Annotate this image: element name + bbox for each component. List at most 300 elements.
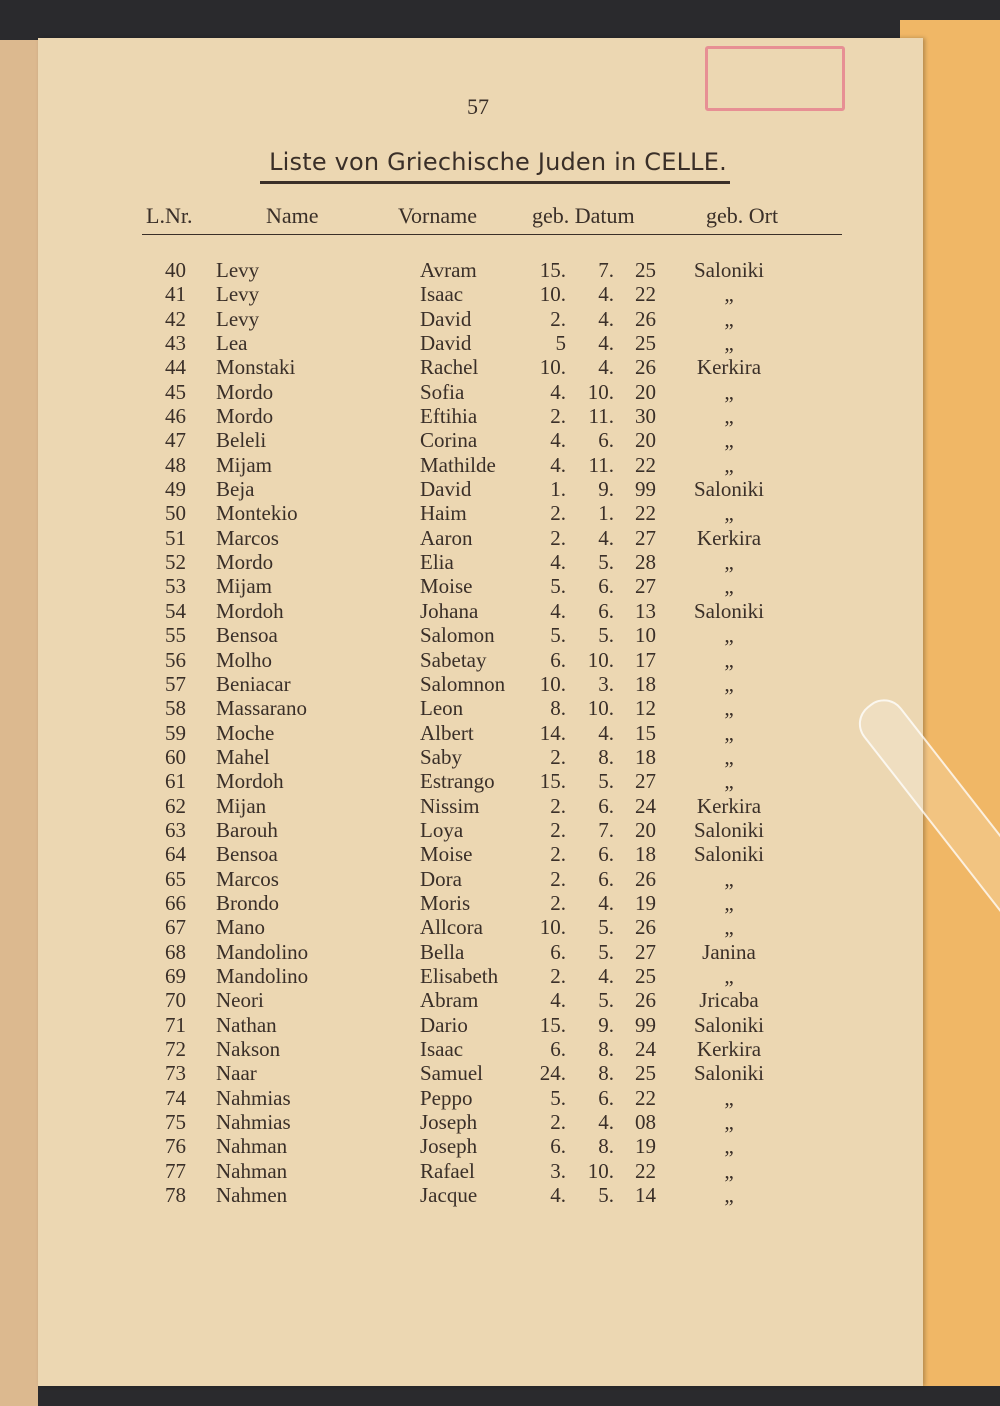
row-name: Brondo (216, 890, 279, 915)
row-name: Nahmias (216, 1110, 291, 1135)
table-row (38, 1134, 923, 1158)
row-birth-month: 4. (598, 720, 614, 745)
row-birth-year: 12 (635, 696, 656, 721)
row-birth-place: „ (724, 744, 734, 769)
row-number: 56 (165, 647, 186, 672)
table-row (38, 818, 923, 842)
row-name: Neori (216, 988, 264, 1013)
row-birth-month: 5. (598, 1183, 614, 1208)
table-row (38, 526, 923, 550)
row-birth-day: 4. (550, 550, 566, 575)
row-birth-day: 2. (550, 866, 566, 891)
row-name: Nahman (216, 1158, 288, 1183)
row-vorname: Loya (420, 817, 464, 842)
row-birth-month: 6. (598, 793, 614, 818)
row-birth-day: 3. (550, 1158, 566, 1183)
table-row (38, 331, 923, 355)
row-vorname: Dario (420, 1012, 468, 1037)
row-birth-place: „ (724, 574, 734, 599)
table-row (38, 477, 923, 501)
header-divider (142, 234, 842, 235)
table-row (38, 1086, 923, 1110)
row-birth-year: 22 (635, 452, 656, 477)
table-row (38, 964, 923, 988)
row-name: Massarano (216, 696, 307, 721)
row-birth-day: 4. (550, 379, 566, 404)
row-name: Mordo (216, 404, 274, 429)
row-birth-day: 2. (550, 306, 566, 331)
row-birth-year: 18 (635, 671, 656, 696)
row-name: Moche (216, 720, 275, 745)
row-birth-place: Kerkira (696, 1037, 762, 1061)
row-vorname: Rafael (420, 1158, 475, 1183)
row-birth-month: 3. (598, 671, 614, 696)
table-row (38, 599, 923, 623)
row-number: 50 (165, 501, 186, 526)
row-number: 60 (165, 744, 186, 769)
row-birth-month: 6. (598, 842, 614, 867)
table-row (38, 745, 923, 769)
row-number: 55 (165, 623, 186, 648)
row-birth-day: 5. (550, 574, 566, 599)
row-birth-month: 6. (598, 428, 614, 453)
row-number: 63 (165, 817, 186, 842)
row-birth-day: 4. (550, 598, 566, 623)
row-name: Marcos (216, 866, 279, 891)
row-name: Mijan (216, 793, 267, 818)
row-birth-month: 8. (598, 1037, 614, 1061)
row-vorname: Corina (420, 428, 478, 453)
archive-stamp-box (705, 46, 845, 111)
row-number: 54 (165, 598, 186, 623)
row-birth-place: „ (724, 306, 734, 331)
header-vorname: Vorname (398, 203, 478, 228)
table-row (38, 648, 923, 672)
row-birth-day: 2. (550, 842, 566, 867)
row-birth-day: 10. (539, 355, 566, 380)
row-vorname: Salomnon (420, 671, 506, 696)
row-birth-year: 27 (635, 939, 656, 964)
row-birth-year: 08 (635, 1110, 656, 1135)
row-name: Naar (216, 1061, 257, 1086)
table-row (38, 1183, 923, 1207)
row-birth-day: 8. (550, 696, 566, 721)
row-birth-place: „ (724, 769, 734, 794)
row-birth-year: 26 (635, 355, 656, 380)
row-vorname: Samuel (420, 1061, 483, 1086)
table-row (38, 550, 923, 574)
row-name: Barouh (216, 817, 278, 842)
row-number: 78 (165, 1183, 186, 1208)
row-vorname: Elisabeth (420, 963, 499, 988)
row-birth-place: „ (724, 1110, 734, 1135)
row-birth-day: 2. (550, 404, 566, 429)
row-birth-year: 25 (635, 258, 656, 282)
row-birth-place: „ (724, 379, 734, 404)
row-birth-year: 24 (635, 1037, 656, 1061)
row-birth-day: 10. (539, 282, 566, 307)
row-number: 49 (165, 477, 186, 502)
row-birth-place: Saloniki (693, 477, 764, 502)
row-birth-place: Kerkira (696, 355, 762, 380)
row-name: Beja (216, 477, 255, 502)
row-birth-year: 25 (635, 1061, 656, 1086)
row-birth-day: 10. (539, 671, 566, 696)
row-vorname: Eftihia (420, 404, 478, 429)
row-birth-day: 2. (550, 525, 566, 550)
row-birth-place: Janina (702, 939, 756, 964)
row-vorname: Allcora (420, 915, 483, 940)
row-birth-year: 17 (635, 647, 656, 672)
row-name: Nahmias (216, 1085, 291, 1110)
row-name: Mordo (216, 379, 274, 404)
row-number: 57 (165, 671, 186, 696)
table-row (38, 891, 923, 915)
row-birth-place: „ (724, 1134, 734, 1159)
row-name: Bensoa (216, 842, 278, 867)
row-birth-day: 2. (550, 501, 566, 526)
row-birth-place: Saloniki (693, 258, 764, 282)
row-vorname: Leon (420, 696, 464, 721)
table-row (38, 1037, 923, 1061)
row-number: 41 (165, 282, 186, 307)
row-birth-day: 2. (550, 890, 566, 915)
row-number: 61 (165, 769, 186, 794)
row-birth-day: 4. (550, 1183, 566, 1208)
row-name: Mijam (216, 574, 272, 599)
row-birth-place: „ (724, 866, 734, 891)
row-birth-day: 2. (550, 744, 566, 769)
table-row (38, 672, 923, 696)
row-vorname: Isaac (420, 1037, 464, 1061)
row-birth-day: 24. (539, 1061, 566, 1086)
person-table (38, 258, 923, 1207)
row-number: 69 (165, 963, 186, 988)
row-birth-year: 13 (635, 598, 656, 623)
row-birth-month: 10. (587, 696, 614, 721)
row-birth-day: 15. (539, 258, 566, 282)
row-birth-year: 19 (635, 890, 656, 915)
table-row (38, 404, 923, 428)
row-vorname: Bella (420, 939, 465, 964)
row-birth-year: 22 (635, 282, 656, 307)
row-birth-year: 25 (635, 963, 656, 988)
table-row (38, 1159, 923, 1183)
row-number: 64 (165, 842, 186, 867)
row-birth-month: 11. (588, 404, 614, 429)
row-vorname: Sofia (420, 379, 465, 404)
row-birth-year: 20 (635, 817, 656, 842)
row-birth-place: „ (724, 720, 734, 745)
header-datum: geb. Datum (532, 203, 635, 228)
row-name: Lea (216, 331, 248, 356)
row-birth-month: 6. (598, 1085, 614, 1110)
page-number: 57 (467, 94, 489, 119)
row-name: Bensoa (216, 623, 278, 648)
row-birth-year: 24 (635, 793, 656, 818)
row-vorname: Rachel (420, 355, 479, 380)
row-number: 74 (165, 1085, 186, 1110)
row-vorname: Joseph (420, 1110, 478, 1135)
row-birth-year: 26 (635, 866, 656, 891)
row-number: 76 (165, 1134, 186, 1159)
row-birth-month: 10. (587, 379, 614, 404)
row-number: 44 (165, 355, 186, 380)
row-birth-month: 9. (598, 477, 614, 502)
row-name: Beleli (216, 428, 267, 453)
table-row (38, 915, 923, 939)
row-birth-day: 2. (550, 793, 566, 818)
row-birth-year: 14 (635, 1183, 656, 1208)
page-title: Liste von Griechische Juden in CELLE. (269, 148, 727, 176)
row-name: Marcos (216, 525, 279, 550)
row-name: Mandolino (216, 963, 309, 988)
row-birth-month: 6. (598, 598, 614, 623)
row-birth-month: 5. (598, 769, 614, 794)
row-birth-day: 6. (550, 939, 566, 964)
row-number: 46 (165, 404, 186, 429)
row-number: 66 (165, 890, 186, 915)
row-vorname: Joseph (420, 1134, 478, 1159)
row-birth-year: 26 (635, 988, 656, 1013)
table-row (38, 988, 923, 1012)
row-birth-day: 1. (550, 477, 566, 502)
row-birth-year: 20 (635, 379, 656, 404)
row-number: 68 (165, 939, 186, 964)
row-vorname: Isaac (420, 282, 464, 307)
row-birth-place: Saloniki (693, 1012, 764, 1037)
row-birth-place: „ (724, 550, 734, 575)
row-number: 42 (165, 306, 186, 331)
row-name: Molho (216, 647, 273, 672)
table-row (38, 623, 923, 647)
row-birth-month: 5. (598, 623, 614, 648)
row-birth-month: 11. (588, 452, 614, 477)
row-birth-day: 6. (550, 1037, 566, 1061)
header-nr: L.Nr. (146, 203, 193, 228)
row-name: Levy (216, 306, 260, 331)
row-name: Beniacar (216, 671, 291, 696)
row-number: 70 (165, 988, 186, 1013)
row-birth-day: 15. (539, 1012, 566, 1037)
row-birth-day: 2. (550, 1110, 566, 1135)
row-birth-year: 27 (635, 574, 656, 599)
row-birth-month: 4. (598, 355, 614, 380)
header-name: Name (266, 203, 319, 228)
table-row (38, 721, 923, 745)
row-vorname: Moise (420, 574, 473, 599)
row-birth-place: „ (724, 331, 734, 356)
row-birth-day: 5. (550, 1085, 566, 1110)
row-vorname: Dora (420, 866, 462, 891)
row-birth-month: 9. (598, 1012, 614, 1037)
row-name: Mordoh (216, 598, 284, 623)
row-birth-place: Saloniki (693, 1061, 764, 1086)
row-birth-day: 2. (550, 817, 566, 842)
table-row (38, 574, 923, 598)
row-vorname: Estrango (420, 769, 495, 794)
table-row (38, 282, 923, 306)
row-vorname: Mathilde (420, 452, 496, 477)
row-birth-place: „ (724, 1158, 734, 1183)
row-birth-day: 6. (550, 647, 566, 672)
row-vorname: Jacque (420, 1183, 478, 1208)
table-row (38, 501, 923, 525)
row-birth-month: 6. (598, 574, 614, 599)
row-birth-place: „ (724, 1183, 734, 1208)
row-birth-place: Kerkira (696, 525, 762, 550)
row-birth-year: 22 (635, 1158, 656, 1183)
row-birth-month: 4. (598, 963, 614, 988)
row-birth-place: „ (724, 696, 734, 721)
row-name: Levy (216, 258, 260, 282)
row-birth-month: 10. (587, 647, 614, 672)
row-number: 43 (165, 331, 186, 356)
row-birth-place: „ (724, 404, 734, 429)
row-birth-year: 99 (635, 477, 656, 502)
table-row (38, 1013, 923, 1037)
row-birth-place: „ (724, 647, 734, 672)
row-number: 40 (165, 258, 186, 282)
table-row (38, 769, 923, 793)
row-vorname: Salomon (420, 623, 495, 648)
row-birth-year: 18 (635, 744, 656, 769)
table-row (38, 380, 923, 404)
row-name: Nahman (216, 1134, 288, 1159)
row-birth-place: Saloniki (693, 817, 764, 842)
row-name: Mahel (216, 744, 270, 769)
row-name: Mordoh (216, 769, 284, 794)
row-birth-year: 20 (635, 428, 656, 453)
row-birth-year: 30 (635, 404, 656, 429)
row-birth-place: „ (724, 915, 734, 940)
table-row (38, 1110, 923, 1134)
row-birth-month: 8. (598, 1061, 614, 1086)
row-birth-month: 1. (598, 501, 614, 526)
row-birth-place: „ (724, 623, 734, 648)
row-number: 51 (165, 525, 186, 550)
row-birth-day: 6. (550, 1134, 566, 1159)
table-row (38, 696, 923, 720)
row-vorname: Saby (420, 744, 462, 769)
row-birth-month: 5. (598, 939, 614, 964)
row-vorname: Elia (420, 550, 454, 575)
row-vorname: Johana (420, 598, 479, 623)
row-birth-place: „ (724, 671, 734, 696)
row-vorname: Abram (420, 988, 479, 1013)
row-birth-month: 5. (598, 988, 614, 1013)
row-name: Mijam (216, 452, 272, 477)
row-name: Mandolino (216, 939, 309, 964)
row-birth-year: 15 (635, 720, 656, 745)
row-birth-month: 5. (598, 915, 614, 940)
row-birth-place: „ (724, 963, 734, 988)
row-name: Mano (216, 915, 265, 940)
table-row (38, 1061, 923, 1085)
row-vorname: Sabetay (420, 647, 487, 672)
row-birth-year: 25 (635, 331, 656, 356)
row-birth-day: 4. (550, 428, 566, 453)
row-birth-year: 10 (635, 623, 656, 648)
row-birth-day: 5 (555, 331, 566, 356)
table-row (38, 794, 923, 818)
row-vorname: Albert (420, 720, 474, 745)
row-vorname: Moise (420, 842, 473, 867)
row-number: 47 (165, 428, 186, 453)
row-number: 48 (165, 452, 186, 477)
row-birth-year: 27 (635, 525, 656, 550)
row-vorname: Peppo (420, 1085, 473, 1110)
row-birth-place: Saloniki (693, 842, 764, 867)
row-birth-month: 6. (598, 866, 614, 891)
table-row (38, 307, 923, 331)
row-birth-day: 14. (539, 720, 566, 745)
row-birth-year: 22 (635, 1085, 656, 1110)
row-name: Nahmen (216, 1183, 288, 1208)
header-ort: geb. Ort (706, 203, 779, 228)
row-birth-year: 28 (635, 550, 656, 575)
row-birth-year: 27 (635, 769, 656, 794)
row-number: 67 (165, 915, 186, 940)
row-birth-day: 15. (539, 769, 566, 794)
row-vorname: Haim (420, 501, 467, 526)
row-number: 65 (165, 866, 186, 891)
row-name: Mordo (216, 550, 274, 575)
row-birth-month: 7. (598, 258, 614, 282)
row-vorname: Nissim (420, 793, 480, 818)
row-birth-month: 4. (598, 1110, 614, 1135)
row-birth-day: 5. (550, 623, 566, 648)
row-birth-day: 2. (550, 963, 566, 988)
row-birth-place: Kerkira (696, 793, 762, 818)
row-birth-place: Jricaba (699, 988, 759, 1013)
row-birth-month: 10. (587, 1158, 614, 1183)
row-birth-place: „ (724, 890, 734, 915)
adjacent-page-edge (0, 40, 38, 1406)
table-row (38, 867, 923, 891)
row-birth-year: 26 (635, 306, 656, 331)
row-number: 53 (165, 574, 186, 599)
row-birth-month: 4. (598, 282, 614, 307)
row-name: Levy (216, 282, 260, 307)
row-birth-place: „ (724, 428, 734, 453)
row-number: 71 (165, 1012, 186, 1037)
title-underline (260, 181, 730, 184)
row-number: 52 (165, 550, 186, 575)
row-name: Nakson (216, 1037, 281, 1061)
row-birth-year: 99 (635, 1012, 656, 1037)
row-birth-place: Saloniki (693, 598, 764, 623)
row-birth-day: 4. (550, 452, 566, 477)
row-number: 72 (165, 1037, 186, 1061)
row-name: Nathan (216, 1012, 277, 1037)
row-birth-year: 19 (635, 1134, 656, 1159)
row-number: 75 (165, 1110, 186, 1135)
row-birth-year: 26 (635, 915, 656, 940)
table-row (38, 940, 923, 964)
row-birth-place: „ (724, 501, 734, 526)
row-birth-month: 8. (598, 1134, 614, 1159)
row-birth-day: 10. (539, 915, 566, 940)
row-birth-month: 7. (598, 817, 614, 842)
row-number: 62 (165, 793, 186, 818)
table-row (38, 428, 923, 452)
row-birth-month: 4. (598, 306, 614, 331)
row-birth-year: 22 (635, 501, 656, 526)
row-name: Monstaki (216, 355, 296, 380)
row-birth-day: 4. (550, 988, 566, 1013)
row-vorname: Moris (420, 890, 471, 915)
